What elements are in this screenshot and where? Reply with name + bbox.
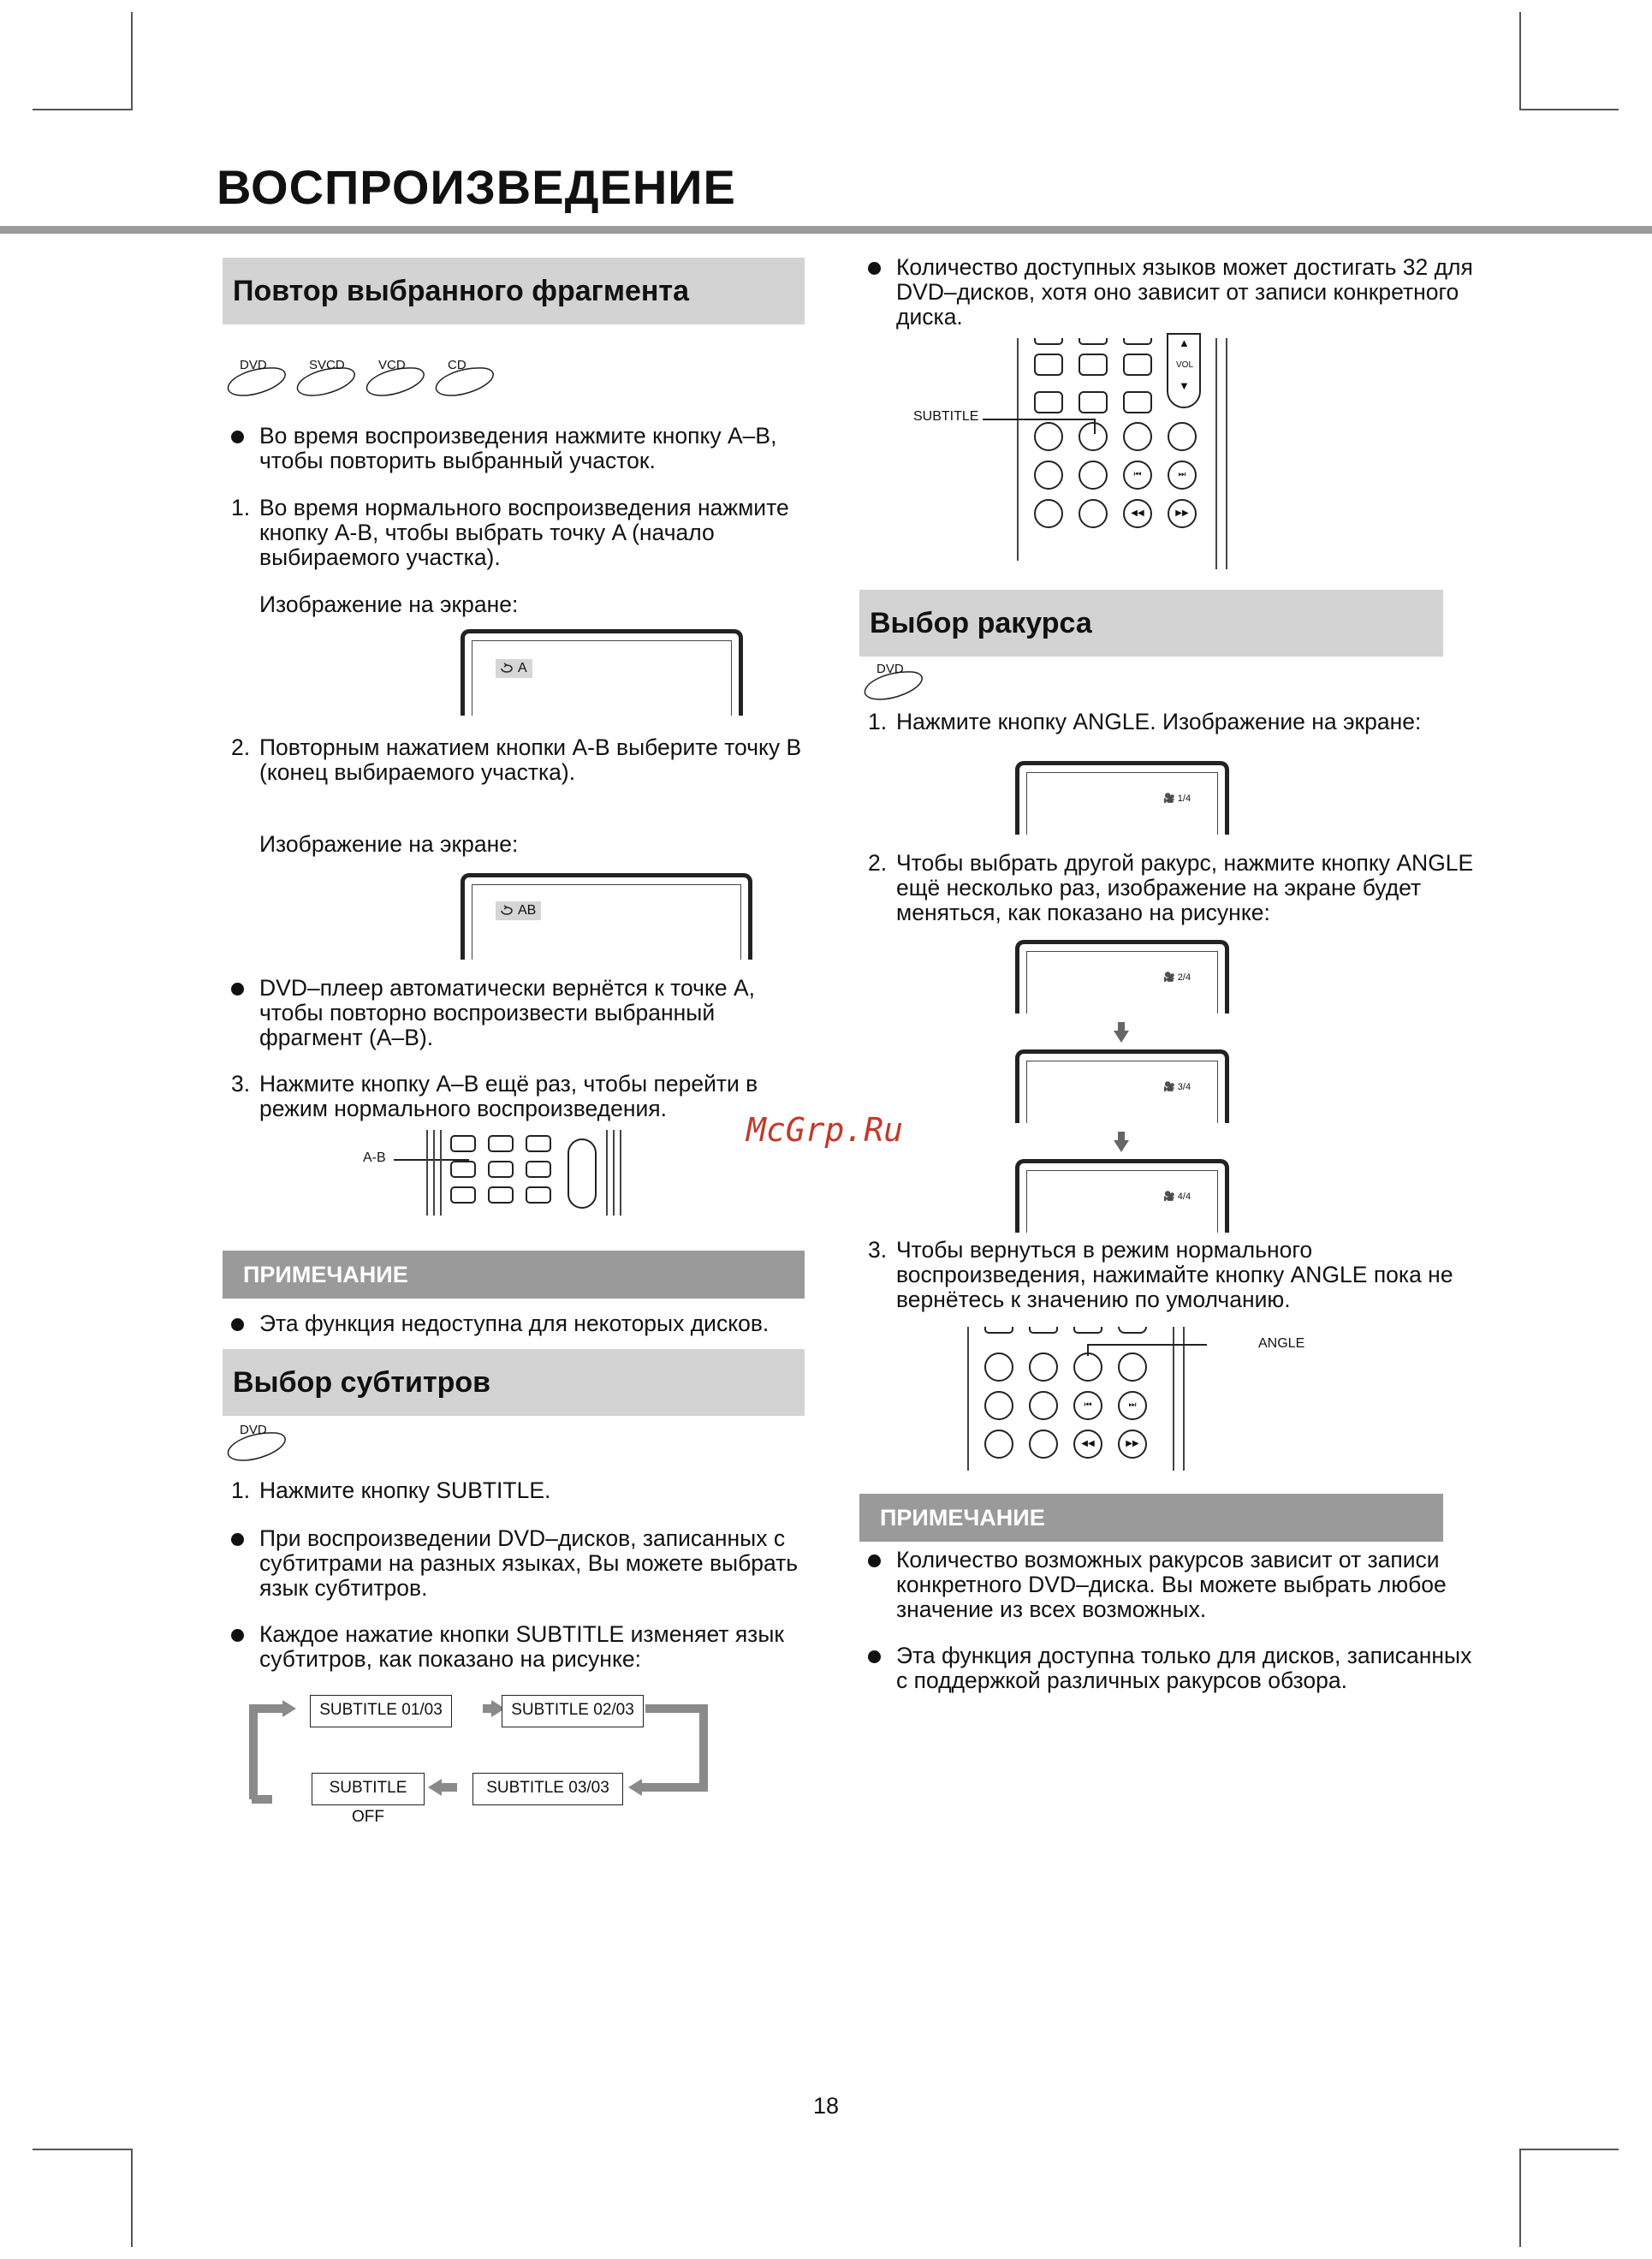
remote-button (488, 1186, 514, 1204)
remote-button (450, 1135, 476, 1152)
remote-button (526, 1186, 551, 1204)
screen-label-2: Изображение на экране: (259, 831, 519, 857)
crop-mark (1519, 12, 1521, 110)
subtitle-button (1079, 422, 1108, 451)
remote-edge (440, 1130, 442, 1216)
next-track-icon: ⏭ (1168, 461, 1197, 490)
remote-button (1118, 1327, 1147, 1334)
remote-edge (1173, 1327, 1174, 1471)
remote-button (1073, 1327, 1102, 1334)
section-heading-angle: Выбор ракурса (859, 590, 1443, 657)
remote-button (1079, 499, 1108, 528)
remote-volume-rocker (568, 1138, 597, 1209)
angle-indicator: 🎥 4/4 (1163, 1192, 1191, 1202)
remote-edge (426, 1130, 428, 1216)
remote-button (1123, 391, 1152, 413)
callout-line (1087, 1344, 1207, 1346)
disc-cd-icon: CD (432, 360, 497, 389)
osd-screen-a (461, 629, 743, 716)
remote-button (1034, 338, 1063, 345)
arrow-down-icon (1114, 1140, 1129, 1152)
angle-indicator: 🎥 2/4 (1163, 972, 1191, 983)
remote-edge (620, 1130, 621, 1216)
fast-forward-icon: ▶▶ (1118, 1430, 1147, 1459)
crop-mark (33, 2149, 132, 2150)
title-rule (0, 226, 1652, 234)
section-heading-repeat: Повтор выбранного фрагмента (223, 258, 805, 324)
angle-step-3: 3. Чтобы вернуться в режим нормального воспроизведения, нажимайте кнопку ANGLE пока не вернётесь к значению по умолчанию. (868, 1237, 1453, 1312)
remote-button (450, 1186, 476, 1204)
remote-button (1079, 338, 1108, 345)
crop-mark (33, 109, 132, 110)
repeat-step-1: 1. Во время нормального воспроизведения нажмите кнопку A-B, чтобы выбрать точку A (начало выбираемого участка). (231, 495, 789, 570)
remote-button (1123, 422, 1152, 451)
next-track-icon: ⏭ (1118, 1391, 1147, 1420)
page-number: 18 (812, 2093, 840, 2119)
osd-screen-ab (461, 873, 752, 960)
disc-svcd-icon: SVCD (294, 360, 359, 389)
disc-dvd-icon: DVD (861, 663, 926, 693)
subtitle-cycle-diagram (248, 1695, 719, 1826)
remote-button (488, 1161, 514, 1178)
remote-angle-illustration (959, 1327, 1318, 1472)
repeat-icon (499, 905, 514, 915)
note2-bullet-2: Эта функция доступна только для дисков, записанных с поддержкой различных ракурсов обзора. (868, 1644, 1487, 1693)
remote-button (984, 1327, 1013, 1334)
remote-edge (1215, 338, 1217, 569)
vol-up-icon: ▲ (1179, 336, 1190, 349)
remote-button (984, 1391, 1013, 1420)
subtitle-bullet-1: При воспроизведении DVD–дисков, записанных с субтитрами на разных языках, Вы можете выбрать язык субтитров. (231, 1526, 833, 1601)
prev-track-icon: ⏮ (1073, 1391, 1102, 1420)
osd-screen-angle-2 (1015, 940, 1229, 1014)
remote-edge (613, 1130, 615, 1216)
remote-edge (1226, 338, 1227, 569)
crop-mark (131, 2149, 133, 2247)
section-heading-subtitles: Выбор субтитров (223, 1349, 805, 1416)
remote-button (1034, 422, 1063, 451)
disc-vcd-icon: VCD (363, 360, 428, 389)
remote-button (1079, 391, 1108, 413)
callout-line (983, 419, 1094, 420)
remote-button (1118, 1352, 1147, 1382)
osd-screen-angle-4 (1015, 1159, 1229, 1233)
remote-button (1029, 1430, 1058, 1459)
remote-ab-illustration (360, 1128, 633, 1222)
watermark: McGrp.Ru (746, 1111, 904, 1149)
remote-edge (1183, 1327, 1185, 1471)
remote-button (1029, 1327, 1058, 1334)
languages-bullet: Количество доступных языков может достигать 32 для DVD–дисков, хотя оно зависит от записи конкретного диска. (868, 255, 1495, 330)
note2-bullet-1: Количество возможных ракурсов зависит от записи конкретного DVD–диска. Вы можете выбрать любое значение из всех возможных. (868, 1548, 1487, 1622)
subtitle-state-03: SUBTITLE 03/03 (472, 1773, 623, 1805)
remote-button (1029, 1352, 1058, 1382)
remote-volume-rocker (1167, 333, 1201, 408)
repeat-icon (499, 663, 514, 673)
angle-indicator: 🎥 3/4 (1163, 1082, 1191, 1092)
remote-button (984, 1352, 1013, 1382)
remote-button (1123, 354, 1152, 376)
rewind-icon: ◀◀ (1123, 499, 1152, 528)
rewind-icon: ◀◀ (1073, 1430, 1102, 1459)
remote-subtitle-illustration (907, 338, 1250, 569)
repeat-bullet-1: Во время воспроизведения нажмите кнопку A–B, чтобы повторить выбранный участок. (231, 424, 824, 473)
remote-button (984, 1430, 1013, 1459)
remote-button (1079, 354, 1108, 376)
page-title: ВОСПРОИЗВЕДЕНИЕ (217, 160, 736, 214)
remote-button (526, 1135, 551, 1152)
subtitle-state-01: SUBTITLE 01/03 (310, 1695, 452, 1727)
angle-button (1073, 1352, 1102, 1382)
remote-button (1034, 354, 1063, 376)
fast-forward-icon: ▶▶ (1168, 499, 1197, 528)
callout-line (1087, 1344, 1089, 1356)
subtitle-step-1: 1. Нажмите кнопку SUBTITLE. (231, 1477, 551, 1503)
angle-step-1: 1. Нажмите кнопку ANGLE. Изображение на экране: (868, 709, 1422, 734)
remote-button (1034, 461, 1063, 490)
note-heading-1: ПРИМЕЧАНИЕ (223, 1251, 805, 1299)
angle-indicator: 🎥 1/4 (1163, 794, 1191, 804)
disc-dvd-icon: DVD (224, 1424, 289, 1453)
repeat-step-2: 2. Повторным нажатием кнопки A-B выберите точку B (конец выбираемого участка). (231, 734, 802, 785)
disc-dvd-icon: DVD (224, 360, 289, 389)
crop-mark (131, 12, 133, 110)
subtitle-state-off: SUBTITLE OFF (312, 1773, 425, 1805)
osd-repeat-tag: A (496, 659, 532, 678)
subtitle-bullet-2: Каждое нажатие кнопки SUBTITLE изменяет язык субтитров, как показано на рисунке: (231, 1622, 833, 1672)
remote-button (1079, 461, 1108, 490)
screen-label-1: Изображение на экране: (259, 592, 519, 617)
subtitle-callout-label: SUBTITLE (913, 409, 979, 424)
remote-button (450, 1161, 476, 1178)
subtitle-state-02: SUBTITLE 02/03 (502, 1695, 644, 1727)
remote-button (1168, 422, 1197, 451)
crop-mark (1519, 2149, 1619, 2150)
repeat-step-3: 3. Нажмите кнопку A–B ещё раз, чтобы перейти в режим нормального воспроизведения. (231, 1071, 758, 1121)
osd-repeat-tag: AB (496, 901, 541, 920)
arrow-down-icon (1114, 1031, 1129, 1043)
prev-track-icon: ⏮ (1123, 461, 1152, 490)
osd-screen-angle-1 (1015, 761, 1229, 835)
repeat-bullet-2: DVD–плеер автоматически вернётся к точке A, чтобы повторно воспроизвести выбранный фрагмент (A–B). (231, 976, 824, 1050)
remote-button (1034, 499, 1063, 528)
ab-callout-label: A-B (363, 1150, 386, 1165)
note-heading-2: ПРИМЕЧАНИЕ (859, 1494, 1443, 1542)
crop-mark (1519, 2149, 1521, 2247)
remote-button (488, 1135, 514, 1152)
remote-edge (1017, 338, 1019, 561)
remote-button (1029, 1391, 1058, 1420)
angle-callout-label: ANGLE (1258, 1336, 1305, 1351)
remote-button (1123, 338, 1152, 345)
remote-button (1034, 391, 1063, 413)
remote-edge (606, 1130, 608, 1216)
note1-bullet: Эта функция недоступна для некоторых дисков. (231, 1311, 833, 1336)
crop-mark (1519, 109, 1619, 110)
vol-down-icon: ▼ (1179, 379, 1190, 392)
vol-label: VOL (1176, 360, 1194, 370)
ab-button (526, 1161, 551, 1178)
angle-step-2: 2. Чтобы выбрать другой ракурс, нажмите кнопку ANGLE ещё несколько раз, изображение на экране будет меняться, как показано на рисунке: (868, 850, 1474, 925)
remote-edge (433, 1130, 435, 1216)
osd-screen-angle-3 (1015, 1049, 1229, 1123)
remote-edge (967, 1327, 969, 1471)
